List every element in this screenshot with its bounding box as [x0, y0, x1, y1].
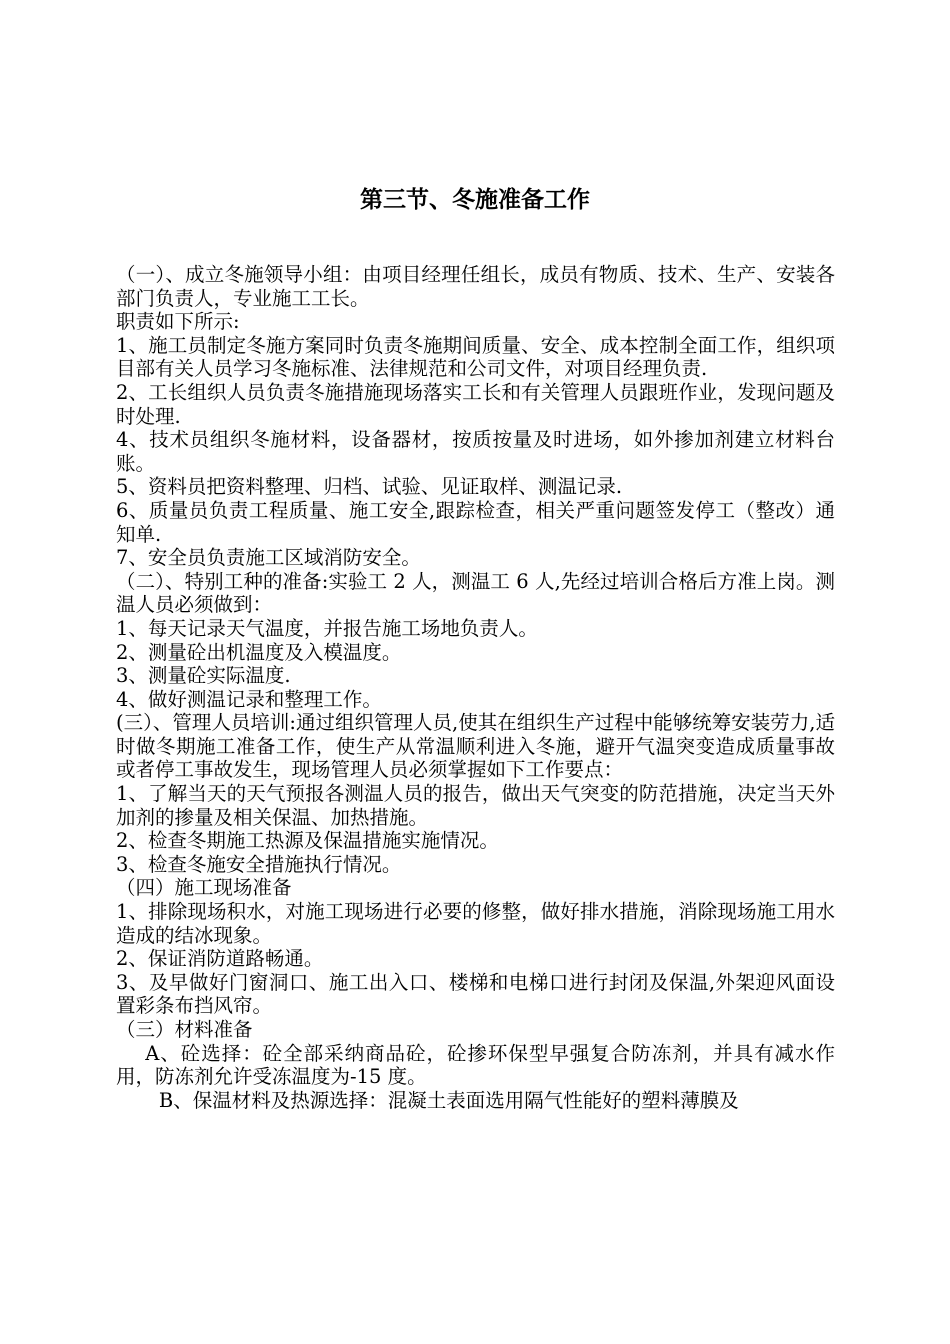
paragraph: （一）、成立冬施领导小组：由项目经理任组长，成员有物质、技术、生产、安装各部门负责人，专业施工工长。 — [116, 263, 835, 310]
paragraph: 职责如下所示: — [116, 310, 240, 334]
paragraph: 4、技术员组织冬施材料，设备器材，按质按量及时进场，如外掺加剂建立材料台账。 — [116, 428, 835, 475]
paragraph: 3、检查冬施安全措施执行情况。 — [116, 852, 402, 876]
paragraph: 2、检查冬期施工热源及保温措施实施情况。 — [116, 829, 499, 853]
paragraph: 2、测量砼出机温度及入模温度。 — [116, 640, 402, 664]
paragraph: 1、每天记录天气温度，并报告施工场地负责人。 — [116, 616, 538, 640]
paragraph: 1、排除现场积水，对施工现场进行必要的修整，做好排水措施，消除现场施工用水造成的结冰现象。 — [116, 900, 835, 947]
paragraph: A、砼选择：砼全部采纳商品砼，砼掺环保型早强复合防冻剂，并具有减水作用，防冻剂允许受冻温度为-15 度。 — [116, 1041, 835, 1089]
section-title: 第三节、冬施准备工作 — [360, 187, 590, 213]
paragraph: 3、测量砼实际温度. — [116, 664, 291, 688]
paragraph: B、保温材料及热源选择：混凝土表面选用隔气性能好的塑料薄膜及 — [158, 1088, 739, 1112]
document-body — [116, 263, 835, 1112]
paragraph: （三）材料准备 — [116, 1018, 253, 1041]
paragraph: 3、及早做好门窗洞口、施工出入口、楼梯和电梯口进行封闭及保温,外架迎风面设置彩条布挡风帘。 — [116, 970, 835, 1018]
paragraph: 1、施工员制定冬施方案同时负责冬施期间质量、安全、成本控制全面工作，组织项目部有关人员学习冬施标准、法律规范和公司文件，对项目经理负责. — [116, 333, 835, 381]
paragraph: 2、保证消防道路畅通。 — [116, 947, 324, 971]
paragraph: 6、质量员负责工程质量、施工安全,跟踪检查，相关严重问题签发停工（整改）通知单. — [116, 498, 835, 546]
paragraph: (三）、管理人员培训:通过组织管理人员,使其在组织生产过程中能够统筹安装劳力,适时做冬期施工准备工作，使生产从常温顺利进入冬施，避开气温突变造成质量事故或者停工事故发生，现场管理人员必须掌握如下工作要点： — [116, 711, 835, 782]
paragraph: 1、了解当天的天气预报各测温人员的报告，做出天气突变的防范措施，决定当天外加剂的掺量及相关保温、加热措施。 — [116, 782, 835, 829]
paragraph: 2、工长组织人员负责冬施措施现场落实工长和有关管理人员跟班作业，发现问题及时处理. — [116, 380, 835, 428]
paragraph: 4、做好测温记录和整理工作。 — [116, 687, 382, 711]
paragraph: 7、安全员负责施工区域消防安全。 — [116, 546, 421, 570]
paragraph: （二）、特别工种的准备:实验工 2 人，测温工 6 人,先经过培训合格后方准上岗。测温人员必须做到： — [116, 569, 835, 617]
paragraph: （四）施工现场准备 — [116, 876, 292, 900]
paragraph: 5、资料员把资料整理、归档、试验、见证取样、测温记录. — [116, 475, 623, 499]
